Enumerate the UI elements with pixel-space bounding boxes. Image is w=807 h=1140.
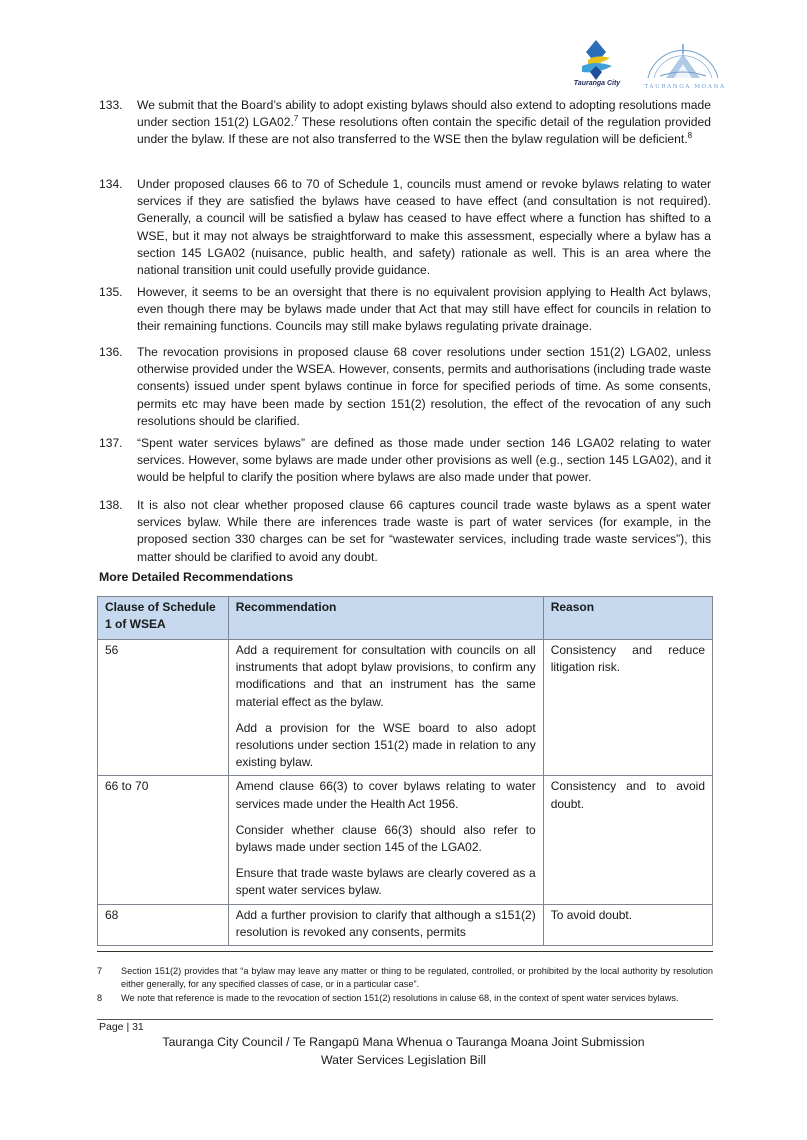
table-row xyxy=(98,904,713,945)
column-header-reason: Reason xyxy=(543,597,712,640)
footer-title: Tauranga City Council / Te Rangapū Mana Whenua o Tauranga Moana Joint Submission xyxy=(162,1035,645,1049)
recommendation-text: Ensure that trade waste bylaws are clearly covered as a spent water services bylaw. xyxy=(235,866,536,898)
paragraph-number: 138. xyxy=(99,498,123,512)
reason-text: Consistency and reduce litigation risk. xyxy=(550,643,705,675)
recommendation-text: Add a requirement for consultation with councils on all instruments that adopt bylaw provisions, to confirm any modifications and that an instrument has the same material effect as the bylaw. xyxy=(235,643,536,709)
footnote-ref-7[interactable]: 7 xyxy=(293,114,299,124)
footer-subtitle: Water Services Legislation Bill xyxy=(321,1053,486,1067)
table-row xyxy=(98,640,713,776)
paragraph-number: 134. xyxy=(99,177,123,191)
footnote-7 xyxy=(97,965,713,990)
footnote-text: Section 151(2) provides that “a bylaw may leave any matter or thing to be regulated, controlled, or prohibited by the local authority by resolution either generally, for any specified classes of case, or in a particular case”. xyxy=(121,966,713,989)
recommendation-text: Consider whether clause 66(3) should also refer to bylaws made under section 145 of the LGA02. xyxy=(235,822,536,855)
paragraph-text: The revocation provisions in proposed clause 68 cover resolutions under section 151(2) LGA02, unless otherwise provided under the WSEA. However, consents, permits and authorisations (including trade waste consents) issued under spent bylaws continue in force for specified periods of time. As some consents, permits etc may have been made by section 151(2) resolution, the effect of the revocation of any such resolutions should be clarified. xyxy=(137,345,711,428)
paragraph-number: 133. xyxy=(99,98,123,112)
paragraph-134 xyxy=(99,176,711,279)
mana-whenua-logo xyxy=(636,26,730,92)
paragraph-text xyxy=(137,97,711,149)
mana-whenua-logo-text: TAURANGA MOANA xyxy=(644,84,726,90)
footnote-ref-8[interactable]: 8 xyxy=(687,131,693,141)
cell-recommendation xyxy=(228,904,543,945)
column-header-recommendation: Recommendation xyxy=(228,597,543,640)
reason-text: To avoid doubt. xyxy=(550,907,633,922)
recommendation-text: Amend clause 66(3) to cover bylaws relating to water services made under the Health Act 1956. xyxy=(235,779,536,811)
paragraph-text-part: We submit that the Board’s ability to adopt existing bylaws should also extend to adopting resolutions made under section 151(2) LGA02. xyxy=(137,98,711,130)
cell-recommendation xyxy=(228,776,543,904)
paragraph-text: Under proposed clauses 66 to 70 of Schedule 1, councils must amend or revoke bylaws relating to water services if they are satisfied the bylaws have ceased to have effect (and consultation is not required). Generally, a council will be satisfied a bylaw has ceased to have effect where a function has shifted to a WSE, but it may not always be straightforward to make this assessment, especially where a bylaw has a section 145 LGA02 (nuisance, public health, and safety) rationale as well. This is an area where the national transition unit could usefully provide guidance. xyxy=(137,177,711,278)
footnote-number: 8 xyxy=(97,993,103,1003)
cell-clause: 66 to 70 xyxy=(98,776,229,904)
section-heading: More Detailed Recommendations xyxy=(99,570,294,584)
column-header-clause: Clause of Schedule 1 of WSEA xyxy=(98,597,229,640)
paragraph-text: It is also not clear whether proposed clause 66 captures council trade waste bylaws as a spent water services bylaw. While there are inferences trade waste is part of water services (for example, in the proposed section 330 charges can be set for “wastewater services, including trade waste services”), this matter should be clarified to avoid any doubt. xyxy=(137,498,711,564)
footnote-text: We note that reference is made to the revocation of section 151(2) resolutions in caluse 68, in the context of spent water services bylaws. xyxy=(121,993,679,1003)
paragraph-136 xyxy=(99,344,711,430)
cell-recommendation xyxy=(228,640,543,776)
recommendation-text: Add a further provision to clarify that although a s151(2) resolution is revoked any consents, permits xyxy=(235,907,536,939)
cell-clause: 56 xyxy=(98,640,229,776)
footnote-number: 7 xyxy=(97,966,103,976)
recommendations-table xyxy=(97,596,713,946)
paragraph-137 xyxy=(99,435,711,487)
cell-reason xyxy=(543,776,712,904)
paragraph-number: 137. xyxy=(99,436,123,450)
paragraph-135 xyxy=(99,284,711,336)
recommendation-text: Add a provision for the WSE board to also adopt resolutions under section 151(2) made in relation to any existing bylaw. xyxy=(235,720,536,770)
paragraph-number: 135. xyxy=(99,285,123,299)
footnote-divider xyxy=(97,951,713,952)
reason-text: Consistency and to avoid doubt. xyxy=(550,779,705,811)
cell-reason xyxy=(543,640,712,776)
footer-divider xyxy=(97,1019,713,1020)
cell-reason xyxy=(543,904,712,945)
cell-clause: 68 xyxy=(98,904,229,945)
paragraph-138 xyxy=(99,497,711,566)
tauranga-city-logo-text: Tauranga City xyxy=(573,80,621,87)
paragraph-text: However, it seems to be an oversight that there is no equivalent provision applying to Health Act bylaws, even though there may be bylaws made under that Act that may still have effect for councils in relation to their remaining functions. Councils may still make bylaws regulating private drainage. xyxy=(137,285,711,334)
table-row xyxy=(98,776,713,904)
paragraph-number: 136. xyxy=(99,345,123,359)
paragraph-133 xyxy=(99,97,711,149)
table-header-row xyxy=(98,597,713,640)
page-number: Page | 31 xyxy=(99,1021,144,1033)
paragraph-text-part: These resolutions often contain the specific detail of the regulation provided under the bylaw. If these are not also transferred to the WSE then the bylaw regulation will be deficient. xyxy=(137,115,711,147)
footnote-8 xyxy=(97,992,713,1005)
paragraph-text: “Spent water services bylaws” are defined as those made under section 146 LGA02 relating to water services. However, some bylaws are made under other provisions as well (e.g., section 145 LGA02), and it would be helpful to clarify the position where bylaws are also made under that power. xyxy=(137,436,711,485)
